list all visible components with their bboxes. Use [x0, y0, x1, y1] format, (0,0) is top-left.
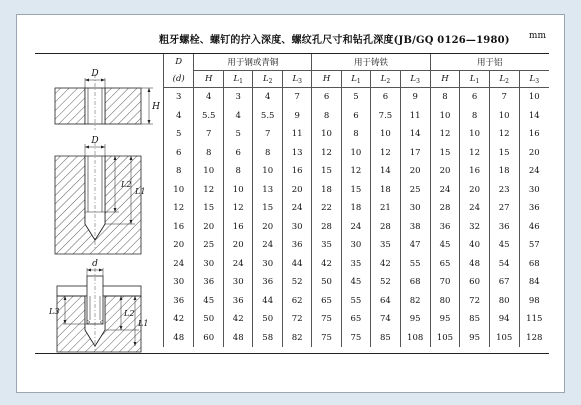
table-cell: 36 [283, 236, 312, 255]
header-col-main: L [262, 73, 269, 84]
table-cell: 115 [519, 310, 549, 329]
table-cell: 52 [283, 273, 312, 292]
header-col-h [312, 71, 341, 88]
table-cell: 42 [224, 310, 253, 329]
table-cell: 68 [400, 273, 430, 292]
table-cell: 15 [312, 162, 341, 181]
table-cell: 40 [460, 236, 489, 255]
table-cell: 12 [460, 144, 489, 163]
table-cell: 4 [253, 88, 283, 107]
table-cell: 18 [489, 162, 519, 181]
table-cell: 48 [224, 329, 253, 348]
table-cell: 32 [460, 218, 489, 237]
table-cell: 20 [224, 236, 253, 255]
table-cell: 7 [283, 88, 312, 107]
cell-diameter: 10 [164, 181, 194, 200]
table-cell: 65 [341, 310, 370, 329]
header-col-l1 [224, 71, 253, 88]
cell-diameter: 20 [164, 236, 194, 255]
table-cell: 42 [371, 255, 401, 274]
fig2-label-d: D [91, 136, 99, 146]
table-cell: 85 [460, 310, 489, 329]
table-cell: 95 [430, 310, 460, 329]
table-cell: 10 [430, 107, 460, 126]
fig1-label-d: D [91, 69, 99, 79]
header-col-h [194, 71, 224, 88]
table-cell: 12 [371, 144, 401, 163]
table-cell: 80 [489, 292, 519, 311]
table-cell: 30 [400, 199, 430, 218]
table-cell: 75 [312, 310, 341, 329]
table-cell: 23 [489, 181, 519, 200]
cell-diameter: 4 [164, 107, 194, 126]
table-cell: 16 [224, 218, 253, 237]
table-cell: 105 [489, 329, 519, 348]
table-cell: 65 [312, 292, 341, 311]
table-cell: 75 [341, 329, 370, 348]
header-col-main: H [205, 74, 213, 84]
table-cell: 95 [460, 329, 489, 348]
header-col-main: L [233, 73, 240, 84]
table-cell: 44 [253, 292, 283, 311]
table-cell: 36 [253, 273, 283, 292]
header-row-columns [164, 71, 550, 88]
cell-diameter: 42 [164, 310, 194, 329]
table-row [164, 144, 550, 163]
table-cell: 12 [224, 199, 253, 218]
table-cell: 58 [253, 329, 283, 348]
table-cell: 24 [224, 255, 253, 274]
table-cell: 12 [341, 162, 370, 181]
thread-figures [35, 54, 163, 353]
table-cell: 15 [194, 199, 224, 218]
header-col-sub: 2 [386, 77, 391, 85]
table-cell: 20 [519, 144, 549, 163]
table-cell: 30 [341, 236, 370, 255]
table-cell: 46 [519, 218, 549, 237]
table-cell: 30 [224, 273, 253, 292]
table-cell: 50 [194, 310, 224, 329]
table-cell: 10 [460, 125, 489, 144]
header-col-main: H [441, 74, 449, 84]
figure-blind-hole [55, 136, 145, 254]
table-cell: 60 [194, 329, 224, 348]
header-col-sub: 1 [475, 77, 480, 85]
table-row [164, 107, 550, 126]
table-cell: 36 [224, 292, 253, 311]
table-cell: 74 [371, 310, 401, 329]
table-cell: 20 [400, 162, 430, 181]
cell-diameter: 16 [164, 218, 194, 237]
table-cell: 25 [194, 236, 224, 255]
table-cell: 16 [460, 162, 489, 181]
table-cell: 48 [460, 255, 489, 274]
table-cell: 62 [283, 292, 312, 311]
table-cell: 24 [283, 199, 312, 218]
table-cell: 10 [519, 88, 549, 107]
table-cell: 80 [430, 292, 460, 311]
table-row [164, 329, 550, 348]
fig3-label-l3: L3 [49, 307, 60, 316]
table-cell: 60 [460, 273, 489, 292]
header-d-bottom: (d) [164, 71, 194, 88]
table-cell: 8 [253, 144, 283, 163]
cell-diameter: 48 [164, 329, 194, 348]
header-col-sub: 2 [268, 77, 273, 85]
table-cell: 11 [400, 107, 430, 126]
table-cell: 20 [194, 218, 224, 237]
table-cell: 75 [312, 329, 341, 348]
table-cell: 18 [341, 199, 370, 218]
header-col-main: L [499, 73, 506, 84]
table-cell: 10 [371, 125, 401, 144]
header-col-l1 [460, 71, 489, 88]
table-row [164, 273, 550, 292]
table-cell: 82 [400, 292, 430, 311]
table-cell: 10 [194, 162, 224, 181]
table-cell: 15 [341, 181, 370, 200]
table-cell: 10 [312, 125, 341, 144]
table-row [164, 292, 550, 311]
table-cell: 82 [283, 329, 312, 348]
header-col-l2 [371, 71, 401, 88]
table-cell: 10 [341, 144, 370, 163]
header-col-sub: 2 [505, 77, 509, 85]
table-cell: 12 [430, 125, 460, 144]
table-cell: 38 [400, 218, 430, 237]
table-cell: 24 [341, 218, 370, 237]
header-col-sub: 1 [356, 77, 361, 85]
cell-diameter: 5 [164, 125, 194, 144]
table-cell: 8 [460, 107, 489, 126]
table-frame [35, 53, 549, 354]
table-cell: 5.5 [253, 107, 283, 126]
table-cell: 35 [371, 236, 401, 255]
table-cell: 24 [430, 181, 460, 200]
fig2-label-l2: L2 [121, 180, 132, 189]
header-col-l3 [400, 71, 430, 88]
table-cell: 55 [341, 292, 370, 311]
table-cell: 8 [430, 88, 460, 107]
table-cell: 12 [489, 125, 519, 144]
header-col-l1 [341, 71, 370, 88]
header-col-sub: 1 [239, 77, 243, 85]
table-cell: 20 [253, 218, 283, 237]
table-cell: 18 [312, 181, 341, 200]
table-cell: 35 [341, 255, 370, 274]
table-cell: 68 [519, 255, 549, 274]
table-cell: 4 [224, 107, 253, 126]
table-cell: 15 [253, 199, 283, 218]
table-cell: 36 [430, 218, 460, 237]
table-row [164, 199, 550, 218]
cell-diameter: 36 [164, 292, 194, 311]
unit-label: mm [528, 31, 546, 41]
table-cell: 24 [519, 162, 549, 181]
table-cell: 64 [371, 292, 401, 311]
table-cell: 5.5 [194, 107, 224, 126]
header-col-sub: 3 [298, 77, 302, 85]
table-cell: 28 [312, 218, 341, 237]
table-cell: 128 [519, 329, 549, 348]
table-cell: 45 [194, 292, 224, 311]
header-col-main: H [322, 74, 331, 84]
table-cell: 16 [519, 125, 549, 144]
header-col-main: L [380, 73, 387, 84]
table-cell: 36 [519, 199, 549, 218]
header-col-sub: 3 [416, 77, 420, 85]
document-sheet [16, 14, 565, 393]
cell-diameter: 24 [164, 255, 194, 274]
table-cell: 16 [283, 162, 312, 181]
table-cell: 14 [371, 162, 401, 181]
table-cell: 10 [489, 107, 519, 126]
table-cell: 30 [194, 255, 224, 274]
table-cell: 20 [283, 181, 312, 200]
table-cell: 9 [283, 107, 312, 126]
table-cell: 57 [519, 236, 549, 255]
table-cell: 8 [341, 125, 370, 144]
table-cell: 6 [371, 88, 401, 107]
table-cell: 8 [194, 144, 224, 163]
header-group-steel: 用于钢或青铜 [194, 54, 312, 71]
cell-diameter: 12 [164, 199, 194, 218]
table-cell: 24 [253, 236, 283, 255]
fig1-label-h: H [152, 102, 160, 112]
table-cell: 12 [312, 144, 341, 163]
header-col-main: L [410, 73, 417, 84]
fig3-label-l1: L1 [138, 319, 149, 328]
cell-diameter: 30 [164, 273, 194, 292]
header-col-main: L [351, 73, 357, 84]
table-cell: 36 [194, 273, 224, 292]
table-cell: 45 [489, 236, 519, 255]
table-cell: 20 [460, 181, 489, 200]
header-col-l3 [519, 71, 549, 88]
header-group-aluminum: 用于铝 [430, 54, 549, 71]
table-cell: 70 [430, 273, 460, 292]
table-row [164, 88, 550, 107]
table-cell: 105 [430, 329, 460, 348]
header-col-h [430, 71, 460, 88]
table-cell: 3 [224, 88, 253, 107]
table-cell: 22 [312, 199, 341, 218]
fig2-label-l1: L1 [135, 187, 146, 196]
thread-depth-table [163, 54, 549, 347]
table-cell: 8 [312, 107, 341, 126]
cell-diameter: 6 [164, 144, 194, 163]
table-cell: 7 [194, 125, 224, 144]
header-col-main: L [469, 73, 476, 84]
table-cell: 94 [489, 310, 519, 329]
table-body [164, 88, 550, 348]
table-cell: 13 [253, 181, 283, 200]
table-cell: 5 [224, 125, 253, 144]
document-title: 粗牙螺栓、螺钉的拧入深度、螺纹孔尺寸和钻孔深度(JB/GQ 0126—1980) [159, 35, 510, 46]
figure-through-hole [55, 69, 160, 130]
table-cell: 24 [460, 199, 489, 218]
title-row [17, 31, 564, 47]
table-cell: 7.5 [371, 107, 401, 126]
table-cell: 55 [400, 255, 430, 274]
table-cell: 6 [224, 144, 253, 163]
table-cell: 28 [430, 199, 460, 218]
header-d-top: D [164, 54, 194, 71]
header-col-l3 [283, 71, 312, 88]
table-cell: 50 [312, 273, 341, 292]
table-cell: 85 [371, 329, 401, 348]
table-cell: 25 [400, 181, 430, 200]
table-cell: 20 [430, 162, 460, 181]
header-col-l2 [489, 71, 519, 88]
table-cell: 84 [519, 273, 549, 292]
table-row [164, 125, 550, 144]
fig3-label-l2: L2 [124, 309, 135, 318]
table-cell: 72 [283, 310, 312, 329]
cell-diameter: 8 [164, 162, 194, 181]
table-row [164, 255, 550, 274]
table-cell: 10 [253, 162, 283, 181]
table-cell: 5 [341, 88, 370, 107]
table-cell: 6 [460, 88, 489, 107]
table-cell: 4 [194, 88, 224, 107]
table-cell: 35 [312, 236, 341, 255]
table-cell: 72 [460, 292, 489, 311]
table-cell: 21 [371, 199, 401, 218]
table-cell: 50 [253, 310, 283, 329]
header-group-cast-iron: 用于铸铁 [312, 54, 430, 71]
table-cell: 42 [312, 255, 341, 274]
figure-bolt-assembly [48, 259, 148, 352]
table-cell: 67 [489, 273, 519, 292]
table-cell: 6 [341, 107, 370, 126]
table-cell: 17 [400, 144, 430, 163]
table-row [164, 181, 550, 200]
table-cell: 95 [400, 310, 430, 329]
fig3-label-d: d [92, 259, 98, 269]
header-col-sub: 3 [535, 77, 540, 85]
table-cell: 13 [283, 144, 312, 163]
table-cell: 65 [430, 255, 460, 274]
table-cell: 36 [489, 218, 519, 237]
table-row [164, 162, 550, 181]
table-cell: 12 [194, 181, 224, 200]
table-cell: 45 [430, 236, 460, 255]
header-col-l2 [253, 71, 283, 88]
table-cell: 7 [489, 88, 519, 107]
table-cell: 108 [400, 329, 430, 348]
table-cell: 8 [224, 162, 253, 181]
header-col-main: L [529, 73, 536, 84]
cell-diameter: 3 [164, 88, 194, 107]
table-cell: 27 [489, 199, 519, 218]
header-row-groups [164, 54, 550, 71]
table-cell: 11 [283, 125, 312, 144]
table-row [164, 218, 550, 237]
table-cell: 10 [224, 181, 253, 200]
table-cell: 30 [519, 181, 549, 200]
table-cell: 45 [341, 273, 370, 292]
header-col-main: L [292, 73, 299, 84]
table-cell: 6 [312, 88, 341, 107]
table-cell: 30 [253, 255, 283, 274]
table-row [164, 236, 550, 255]
table-cell: 44 [283, 255, 312, 274]
table-cell: 98 [519, 292, 549, 311]
table-cell: 7 [253, 125, 283, 144]
table-cell: 28 [371, 218, 401, 237]
table-cell: 54 [489, 255, 519, 274]
table-cell: 47 [400, 236, 430, 255]
table-cell: 14 [519, 107, 549, 126]
table-cell: 18 [371, 181, 401, 200]
table-row [164, 310, 550, 329]
table-cell: 14 [400, 125, 430, 144]
table-cell: 9 [400, 88, 430, 107]
table-cell: 15 [430, 144, 460, 163]
table-cell: 15 [489, 144, 519, 163]
table-cell: 30 [283, 218, 312, 237]
table-cell: 52 [371, 273, 401, 292]
